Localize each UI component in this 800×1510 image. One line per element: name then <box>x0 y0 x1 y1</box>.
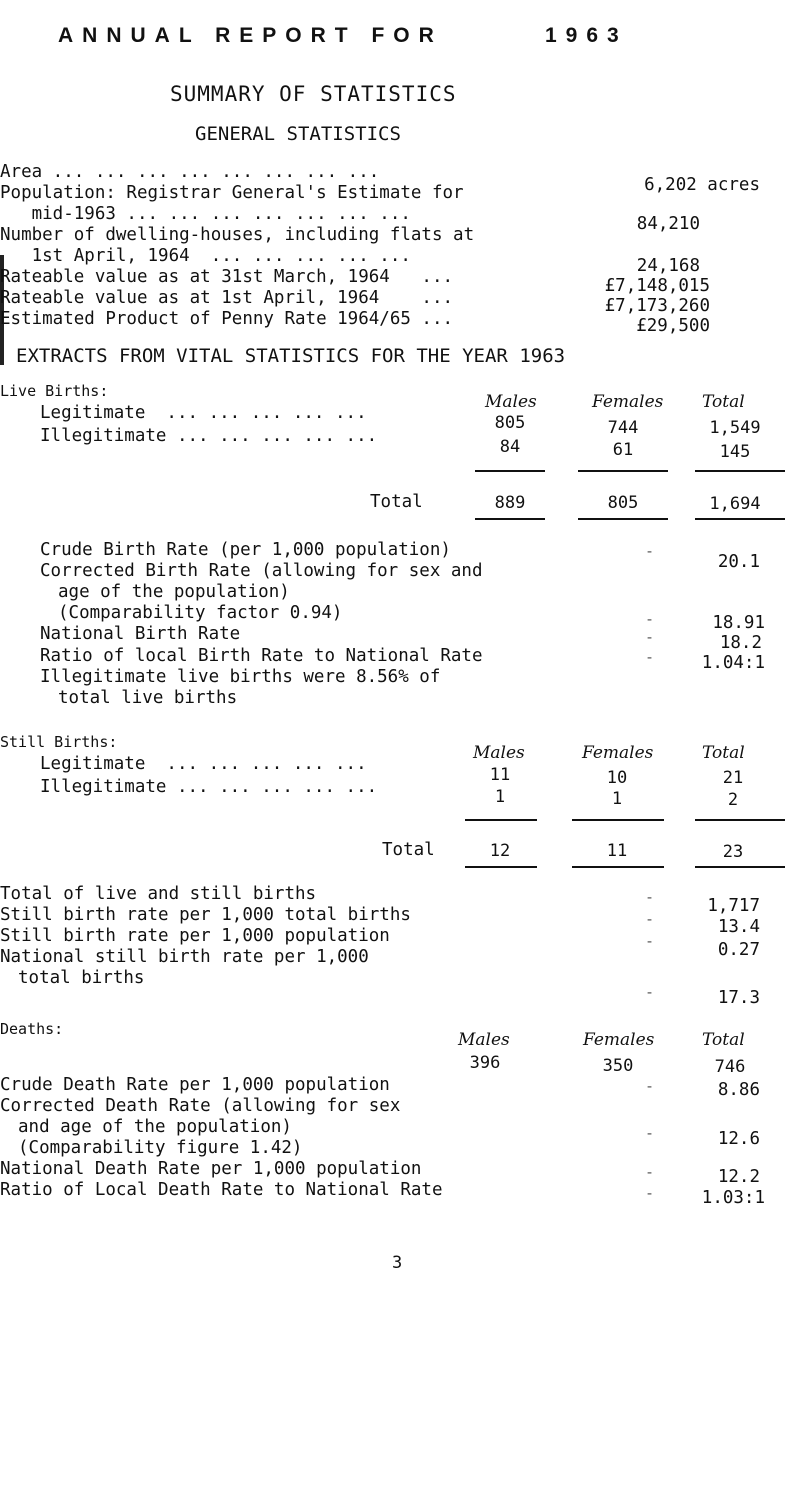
general-row-rateable-april: Rateable value as at 1st April, 1964 ... <box>0 288 454 308</box>
rule2-females <box>578 518 668 520</box>
rule2-females <box>572 866 664 868</box>
value-ratio-birth: 1.04:1 <box>701 653 765 673</box>
rule-males <box>475 470 545 472</box>
still-births-heading: Still Births: <box>0 733 118 751</box>
still-births-total-total: 23 <box>722 842 744 862</box>
rule2-males <box>475 518 545 520</box>
general-value-area: 6,202 acres <box>644 175 760 195</box>
still-births-total-males: 12 <box>489 841 511 861</box>
rate-crude-death: Crude Death Rate per 1,000 population <box>0 1075 390 1095</box>
rate-corrected-death: Corrected Death Rate (allowing for sex <box>0 1096 401 1116</box>
still-births-total-label: Total <box>382 840 435 860</box>
live-births-illegitimate-total: 145 <box>719 442 751 462</box>
rate-corrected-birth-3: (Comparability factor 0.94) <box>58 603 343 623</box>
value-corrected-death: 12.6 <box>717 1129 760 1149</box>
value-crude-death: 8.86 <box>717 1080 760 1100</box>
rate-national-still-2: total births <box>18 968 145 988</box>
rule2-total <box>695 518 785 520</box>
rule-males <box>465 819 537 821</box>
dash: - <box>645 1077 655 1095</box>
still-births-total-females: 11 <box>606 841 628 861</box>
col-header-total: Total <box>702 1030 745 1050</box>
dash: - <box>645 932 655 950</box>
live-births-illegitimate-females: 61 <box>612 440 634 460</box>
general-row-dwellings: Number of dwelling-houses, including flats at <box>0 225 475 245</box>
value-national-still: 17.3 <box>717 988 760 1008</box>
live-births-total-males: 889 <box>494 493 526 513</box>
still-births-legitimate-males: 11 <box>489 765 511 785</box>
live-births-total-females: 805 <box>607 493 639 513</box>
still-births-legitimate-females: 10 <box>606 768 628 788</box>
col-header-females: Females <box>582 743 654 763</box>
general-row-rateable-march: Rateable value as at 31st March, 1964 ... <box>0 267 454 287</box>
live-births-legitimate-males: 805 <box>494 413 526 433</box>
deaths-males: 396 <box>469 1053 501 1073</box>
dash: - <box>645 1184 655 1202</box>
value-national-death: 12.2 <box>717 1167 760 1187</box>
still-births-legitimate-total: 21 <box>722 768 744 788</box>
rule2-males <box>465 866 537 868</box>
rate-national-death: National Death Rate per 1,000 population <box>0 1159 422 1179</box>
rate-still-per-births: Still birth rate per 1,000 total births <box>0 905 411 925</box>
col-header-males: Males <box>458 1030 510 1050</box>
general-value-penny-rate: £29,500 <box>636 316 710 336</box>
dash: - <box>645 910 655 928</box>
value-still-per-births: 13.4 <box>717 917 760 937</box>
live-births-heading: Live Births: <box>0 382 109 400</box>
rate-ratio-death: Ratio of Local Death Rate to National Rate <box>0 1180 443 1200</box>
page-number: 3 <box>392 1253 403 1273</box>
general-row-population: Population: Registrar General's Estimate for <box>0 183 464 203</box>
col-header-females: Females <box>583 1030 655 1050</box>
general-statistics-title: GENERAL STATISTICS <box>195 123 401 145</box>
report-header: ANNUAL REPORT FOR <box>58 24 443 47</box>
rate-corrected-death-3: (Comparability figure 1.42) <box>18 1138 303 1158</box>
rule-females <box>572 819 664 821</box>
rate-illegitimate-2: total live births <box>58 688 238 708</box>
summary-title: SUMMARY OF STATISTICS <box>170 82 457 106</box>
dash: - <box>645 628 655 646</box>
col-header-females: Females <box>592 392 664 412</box>
live-births-illegitimate-label: Illegitimate ... ... ... ... ... <box>40 426 378 446</box>
dash: - <box>645 1124 655 1142</box>
general-value-population: 84,210 <box>636 214 700 234</box>
dash: - <box>645 888 655 906</box>
live-births-total-label: Total <box>370 492 423 512</box>
rate-corrected-birth: Corrected Birth Rate (allowing for sex and <box>40 561 483 581</box>
col-header-males: Males <box>473 743 525 763</box>
col-header-total: Total <box>702 392 745 412</box>
dash: - <box>645 542 655 560</box>
still-births-legitimate-label: Legitimate ... ... ... ... ... <box>40 754 367 774</box>
rate-ratio-birth: Ratio of local Birth Rate to National Rate <box>40 646 483 666</box>
value-crude-birth: 20.1 <box>717 552 760 572</box>
general-row-april1964: 1st April, 1964 ... ... ... ... ... <box>0 246 411 266</box>
value-national-birth: 18.2 <box>719 633 762 653</box>
rule-total <box>695 819 785 821</box>
vital-statistics-title: EXTRACTS FROM VITAL STATISTICS FOR THE YEAR 1963 <box>16 345 566 367</box>
dash: - <box>645 610 655 628</box>
live-births-legitimate-females: 744 <box>607 418 639 438</box>
general-value-rateable-april: £7,173,260 <box>604 296 710 316</box>
dash: - <box>645 983 655 1001</box>
value-ratio-death: 1.03:1 <box>701 1188 765 1208</box>
col-header-males: Males <box>485 392 537 412</box>
dash: - <box>645 648 655 666</box>
still-births-illegitimate-males: 1 <box>494 787 506 807</box>
deaths-heading: Deaths: <box>0 1020 64 1038</box>
live-births-total-total: 1,694 <box>709 494 761 514</box>
general-value-rateable-march: £7,148,015 <box>604 276 710 296</box>
general-row-penny-rate: Estimated Product of Penny Rate 1964/65 ... <box>0 309 454 329</box>
rate-illegitimate: Illegitimate live births were 8.56% of <box>40 667 441 687</box>
rate-corrected-death-2: and age of the population) <box>18 1117 292 1137</box>
rule-females <box>578 470 668 472</box>
general-row-area: Area ... ... ... ... ... ... ... ... <box>0 162 380 182</box>
rate-total-live-still: Total of live and still births <box>0 884 317 904</box>
rate-crude-birth: Crude Birth Rate (per 1,000 population) <box>40 540 451 560</box>
rule-total <box>695 470 785 472</box>
live-births-illegitimate-males: 84 <box>499 437 521 457</box>
col-header-total: Total <box>702 743 745 763</box>
live-births-legitimate-total: 1,549 <box>709 418 761 438</box>
rate-corrected-birth-2: age of the population) <box>58 582 290 602</box>
rate-national-still: National still birth rate per 1,000 <box>0 947 369 967</box>
general-row-mid1963: mid-1963 ... ... ... ... ... ... ... <box>0 204 411 224</box>
still-births-illegitimate-females: 1 <box>611 789 623 809</box>
rate-national-birth: National Birth Rate <box>40 624 241 644</box>
value-still-per-population: 0.27 <box>717 940 760 960</box>
still-births-illegitimate-total: 2 <box>727 790 739 810</box>
dash: - <box>645 1163 655 1181</box>
report-year: 1963 <box>545 24 628 47</box>
rule2-total <box>695 866 785 868</box>
still-births-illegitimate-label: Illegitimate ... ... ... ... ... <box>40 777 378 797</box>
deaths-females: 350 <box>602 1056 634 1076</box>
general-value-dwellings: 24,168 <box>636 256 700 276</box>
live-births-legitimate-label: Legitimate ... ... ... ... ... <box>40 403 367 423</box>
value-corrected-birth: 18.91 <box>712 613 765 633</box>
rate-still-per-population: Still birth rate per 1,000 population <box>0 926 390 946</box>
deaths-total: 746 <box>714 1057 746 1077</box>
value-total-live-still: 1,717 <box>707 896 760 916</box>
